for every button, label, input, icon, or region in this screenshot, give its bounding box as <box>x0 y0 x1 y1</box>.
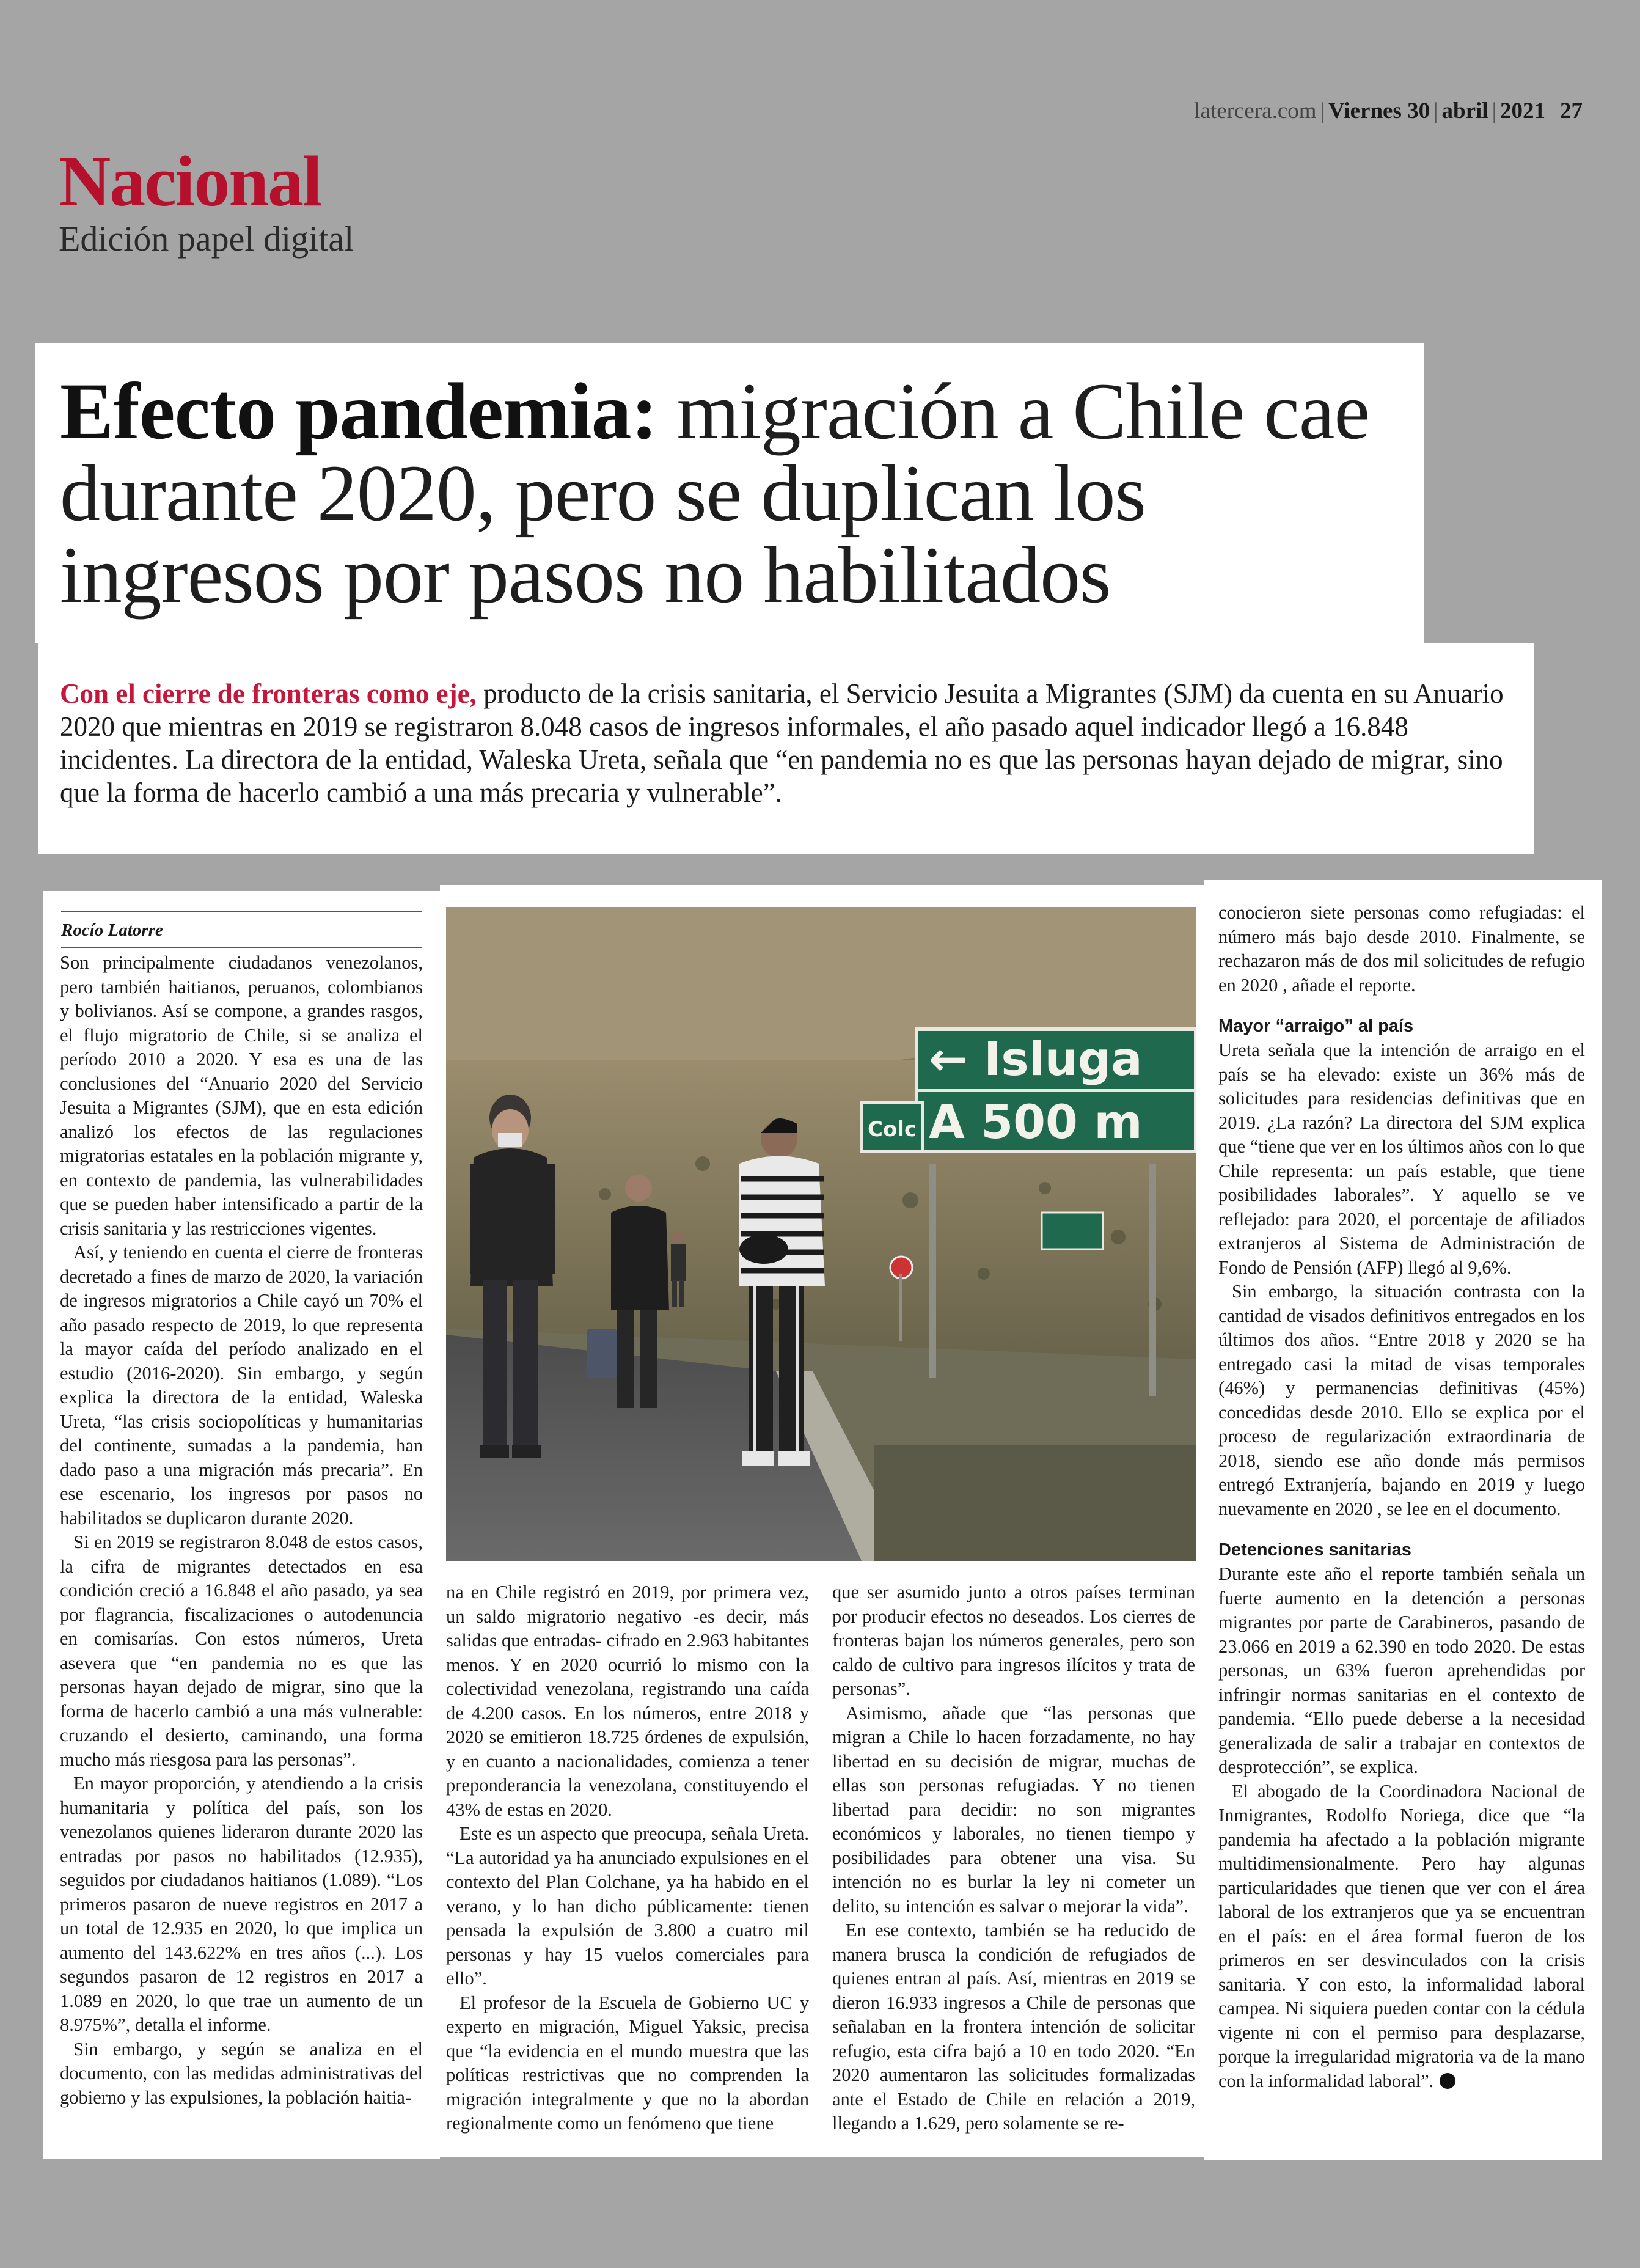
col4-paragraph: Sin embargo, la situación contrasta con la cantidad de visados definitivos entregados en los últimos dos años. “Entre 2018 y 2020 se ha entregado casi la mitad de visas temporales (46%) y permanencias definitivas (45%) concedidas desde 2010. Ello se explica por el proceso de regularización extraordinaria de 2018, siendo ese año donde más permisos entregó Extranjería, bajando en 2019 y luego nuevamente en 2020 , se lee en el documento. <box>1218 1281 1585 1519</box>
sign-line-2: A 500 m <box>929 1095 1143 1149</box>
col1-paragraph: Así, y teniendo en cuenta el cierre de fronteras decretado a fines de marzo de 2020, la variación de ingresos migratorios a Chile cayó un 70% el año pasado respecto de 2019, lo que representa la mayor caída del período analizado en el estudio (2016-2020). Sin embargo, y según explica la directora de la entidad, Waleska Ureta, “las crisis sociopolíticas y humanitarias del continente, sumadas a la pandemia, han dado paso a una migración más precaria”. En ese escenario, los ingresos por pasos no habilitados se duplicaron durante 2020. <box>60 1242 423 1529</box>
site-name: latercera.com <box>1194 98 1317 123</box>
column-3 <box>832 1580 1195 2136</box>
sign-small: Colc <box>868 1117 917 1142</box>
col2-paragraph: na en Chile registró en 2019, por primera vez, un saldo migratorio negativo -es decir, más salidas que entradas- cifrado en 2.963 habitantes menos. Y en 2020 ocurrió lo mismo con la colectividad venezolana, registrando una caída de 4.200 casos. En los números, entre 2018 y 2020 se emitieron 18.725 órdenes de expulsión, y en cuanto a nacionalidades, comienza a tener preponderancia la venezolana, constituyendo el 43% de estas en 2020. <box>446 1582 809 1820</box>
col4-paragraph: El abogado de la Coordinadora Nacional de Inmigrantes, Rodolfo Noriega, dice que “la pandemia ha afectado a la población migrante multidimensionalmente. Pero hay algunas particularidades que tienen que ver con el área laboral de los extranjeros que ya se encuentran en el país: en el área formal fueron de los primeros en ser desvinculados con la crisis sanitaria. Y con esto, la informalidad laboral campea. Ni siquiera pueden contar con la cédula vigente ni con el permiso para desplazarse, porque la irregularidad migratoria va de la mano con la informalidad laboral”. <box>1218 1780 1585 2091</box>
headline-text: migración a Chile cae durante 2020, pero se duplican los ingresos por pasos no habilitados <box>60 366 1370 620</box>
end-of-article-mark <box>1440 2073 1455 2089</box>
sign-line-1: ← Isluga <box>929 1032 1143 1086</box>
page-number: 27 <box>1560 98 1583 123</box>
col4-paragraph: conocieron siete personas como refugiadas: el número más bajo desde 2010. Finalmente, se rechazaron más de dos mil solicitudes de refugio en 2020 , añade el reporte. <box>1218 902 1585 996</box>
lead-kicker: Con el cierre de fronteras como eje, <box>60 678 477 709</box>
column-2 <box>446 1580 809 2136</box>
col2-paragraph: El profesor de la Escuela de Gobierno UC y experto en migración, Miguel Yaksic, precisa que “la evidencia en el mundo muestra que las políticas restrictivas que no comprenden la migración integralmente y que no la abordan regionalmente como un fenómeno que tiene <box>446 1992 809 2134</box>
folio-day: Viernes 30 <box>1328 98 1430 123</box>
lead-text: producto de la crisis sanitaria, el Servicio Jesuita a Migrantes (SJM) da cuenta en su Anuario 2020 que mientras en 2019 se registraron 8.048 casos de ingresos informales, el año pasado aquel indicador llegó a 16.848 incidentes. La directora de la entidad, Waleska Ureta, señala que “en pandemia no es que las personas hayan dejado de migrar, sino que la forma de hacerlo cambió a una más precaria y vulnerable”. <box>60 678 1504 808</box>
col4-paragraph: Durante este año el reporte también señala un fuerte aumento en la detención a personas migrantes por parte de Carabineros, pasando de 23.066 en 2019 a 62.390 en todo 2020. De estas personas, un 63% fueron aprehendidas por infringir normas sanitarias en el contexto de pandemia. “Ello puede deberse a la necesidad generalizada de salir a trabajar en contextos de desprotección”, se explica. <box>1218 1563 1585 1777</box>
lead-box <box>38 643 1534 854</box>
subheading-detenciones: Detenciones sanitarias <box>1218 1540 1411 1560</box>
headline-box <box>35 343 1424 643</box>
col4-paragraph: Ureta señala que la intención de arraigo en el país se ha elevado: existe un 36% más de solicitudes para residencias definitivas que en 2019. ¿La razón? La directora del SJM explica que “tiene que ver en los últimos años con lo que Chile representa: un país estable, que tiene posibilidades laborales”. Y aquello se ve reflejado: para 2020, el porcentaje de afiliados extranjeros al Sistema de Administración de Fondo de Pensión (AFP) llegó al 9,6%. <box>1218 1040 1585 1278</box>
news-photo <box>446 907 1196 1561</box>
col3-paragraph: Asimismo, añade que “las personas que migran a Chile lo hacen forzadamente, no hay libertad en su decisión de migrar, muchas de ellas son personas refugiadas. Y no tienen libertad para decidir: no son migrantes económicos y laborales, no tienen tiempo y posibilidades para obtener una visa. Su intención no es burlar la ley ni cometer un delito, su intención es salvar o mejorar la vida”. <box>832 1702 1195 1917</box>
col1-paragraph: En mayor proporción, y atendiendo a la crisis humanitaria y política del país, son los venezolanos quienes lideraron durante 2020 las entradas por pasos no habilitados (12.935), seguidos por ciudadanos haitianos (1.089). “Los primeros pasaron de nueve registros en 2017 a un total de 12.935 en 2020, lo que implica un aumento del 143.622% en tres años (...). Los segundos pasaron de 12 registros en 2017 a 1.089 en 2020, lo que trae un aumento de un 8.975%”, detalla el informe. <box>60 1773 423 2035</box>
section-title: Nacional <box>59 141 321 221</box>
col1-paragraph: Si en 2019 se registraron 8.048 de estos casos, la cifra de migrantes detectados en esa condición creció a 16.848 el año pasado, ya sea por flagrancia, fiscalizaciones o autodenuncia en comisarías. Con estos números, Ureta asevera que “en pandemia no es que las personas hayan dejado de migrar, sino que la forma de hacerlo cambió a una más vulnerable: cruzando el desierto, caminando, una forma mucho más riesgosa para las personas”. <box>60 1532 423 1770</box>
column-4 <box>1218 901 1585 2093</box>
col2-paragraph: Este es un aspecto que preocupa, señala Ureta. “La autoridad ya ha anunciado expulsiones en el contexto del Plan Colchane, ya ha habido en el verano, y lo han dicho públicamente: tienen pensada la expulsión de 3.800 a cuatro mil personas y hay 15 vuelos comerciales para ello”. <box>446 1823 809 1989</box>
col1-paragraph: Sin embargo, y según se analiza en el documento, con las medidas administrativas del gobierno y las expulsiones, la población haitia- <box>60 2038 423 2108</box>
folio-year: 2021 <box>1500 98 1545 123</box>
lead-paragraph <box>60 677 1512 809</box>
photo-migrants-road <box>446 907 1196 1561</box>
headline-kicker: Efecto pandemia: <box>60 366 657 456</box>
subheading-arraigo: Mayor “arraigo” al país <box>1218 1016 1414 1036</box>
byline: Rocío Latorre <box>61 911 422 948</box>
section-subtitle: Edición papel digital <box>59 219 354 259</box>
col3-paragraph: En ese contexto, también se ha reducido de manera brusca la condición de refugiados de quienes entran al país. Así, mientras en 2019 se dieron 16.933 ingresos a Chile de personas que señalaban en la frontera intención de solicitar refugio, esta cifra bajó a 10 en todo 2020. “En 2020 aumentaron las solicitudes formalizadas ante el Estado de Chile en relación a 2019, llegando a 1.629, pero solamente se re- <box>832 1920 1195 2134</box>
col3-paragraph: que ser asumido junto a otros países terminan por producir efectos no deseados. Los cierres de fronteras bajan los números generales, pero son caldo de cultivo para ingresos ilícitos y trata de personas”. <box>832 1582 1195 1699</box>
col1-paragraph: Son principalmente ciudadanos venezolanos, pero también haitianos, peruanos, colombianos y bolivianos. Así se compone, a grandes rasgos, el flujo migratorio de Chile, si se analiza el período 2010 a 2020. Y esa es una de las conclusiones del “Anuario 2020 del Servicio Jesuita a Migrantes (SJM), que en esta edición analizó los efectos de las regulaciones migratorias estatales en la población migrante y, en contexto de pandemia, las vulnerabilidades que se pueden haber intensificado a partir de la crisis sanitaria y las restricciones vigentes. <box>60 952 423 1239</box>
column-1 <box>60 951 423 2110</box>
folio-month: abril <box>1441 98 1488 123</box>
folio: latercera.com | Viernes 30 | abril | 2021 27 <box>1194 98 1583 123</box>
headline <box>60 366 1416 620</box>
